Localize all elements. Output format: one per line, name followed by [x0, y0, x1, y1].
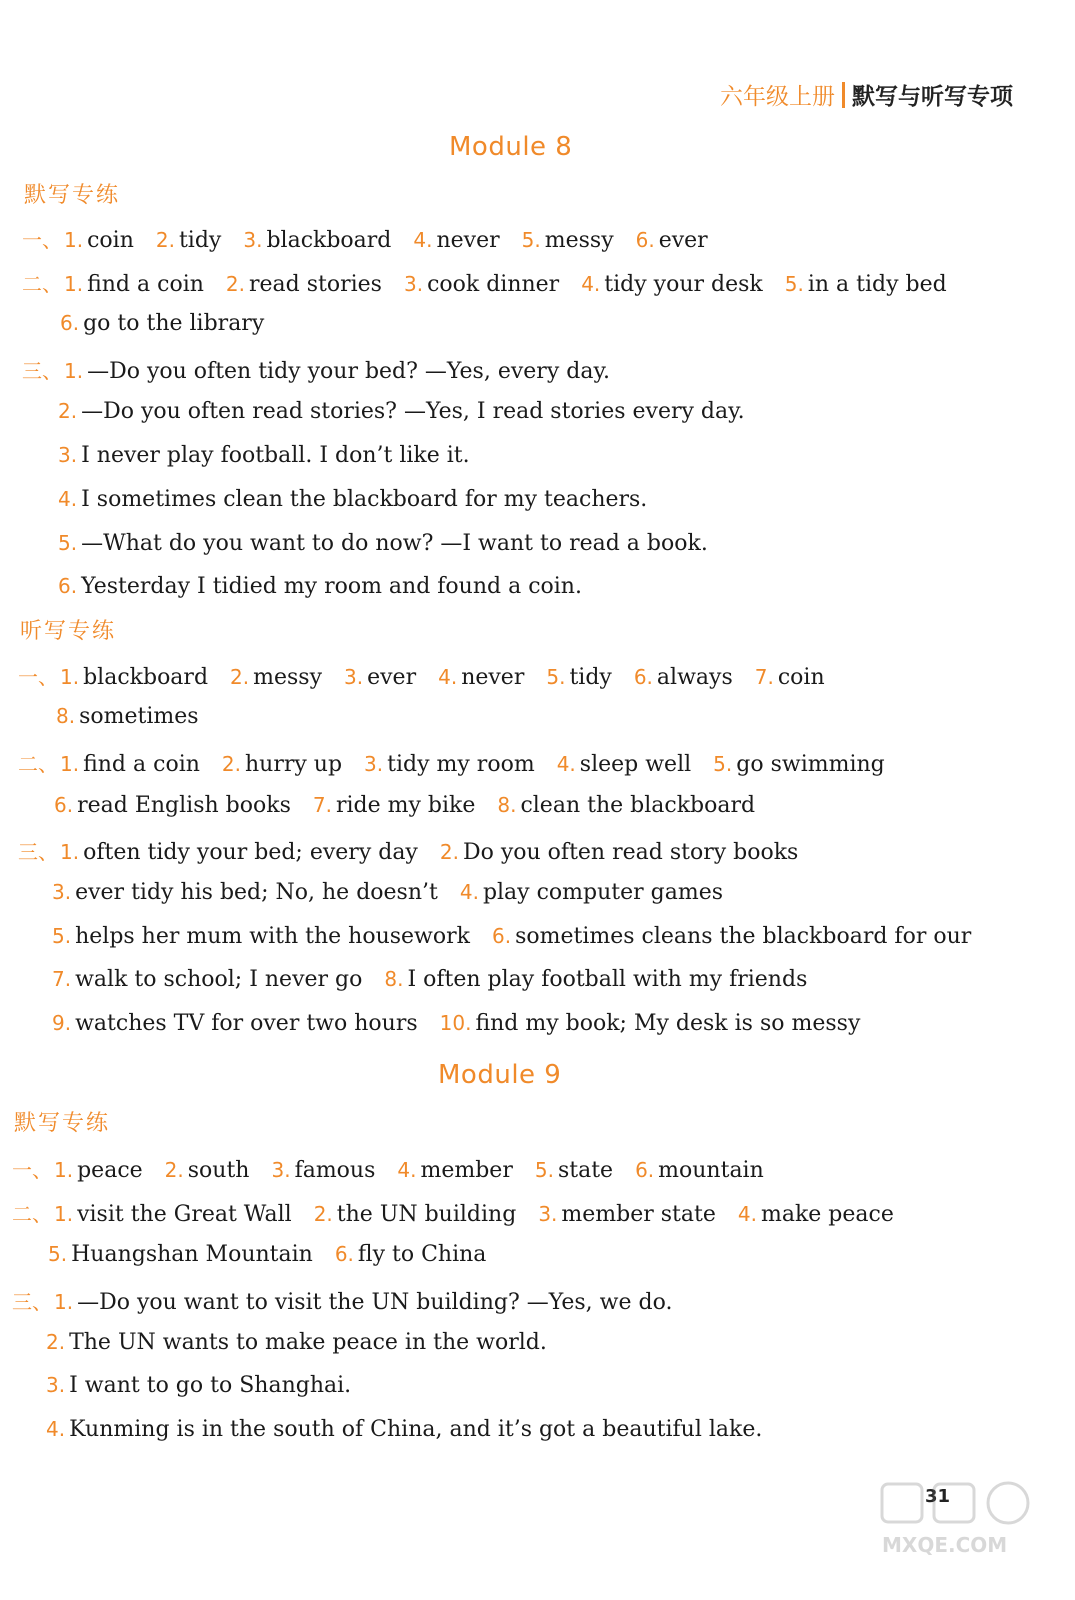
item-number: 4. — [556, 752, 576, 776]
part-label: 一、 — [22, 228, 62, 252]
answer-item: state — [557, 1158, 614, 1183]
m9-d-part2-line1 — [12, 1198, 894, 1227]
answer-item: tidy — [569, 665, 612, 690]
answer-item: Huangshan Mountain — [71, 1242, 313, 1267]
item-number: 6. — [60, 311, 80, 335]
header-topic: 默写与听写专项 — [852, 84, 1013, 110]
answer-sentence: —What do you want to do now? —I want to read a book. — [81, 531, 708, 556]
item-number: 5. — [546, 665, 566, 689]
answer-item: fly to China — [357, 1242, 487, 1267]
part-label: 三、 — [18, 840, 58, 864]
answer-item: visit the Great Wall — [77, 1202, 292, 1227]
answer-item: mountain — [658, 1158, 764, 1183]
answer-sentence: I never play football. I don’t like it. — [81, 443, 470, 468]
m8-l-part1-line1 — [18, 661, 825, 690]
part-label: 一、 — [12, 1158, 52, 1182]
answer-item: peace — [77, 1158, 143, 1183]
item-number: 4. — [58, 487, 78, 511]
answer-sentence: The UN wants to make peace in the world. — [69, 1330, 547, 1355]
item-number: 7. — [52, 967, 72, 991]
answer-item: ride my bike — [335, 793, 476, 818]
answer-sentence: Kunming is in the south of China, and it’s got a beautiful lake. — [69, 1417, 763, 1442]
m9-d-part3-line3 — [46, 1373, 351, 1398]
module-8-title: Module 8 — [449, 132, 573, 162]
m8-l-part2-line2 — [54, 793, 755, 818]
item-number: 3. — [344, 665, 364, 689]
part-label: 二、 — [18, 752, 58, 776]
m9-d-part3-line1 — [12, 1286, 672, 1315]
item-number: 5. — [48, 1242, 68, 1266]
m8-d-part3-line6 — [58, 574, 582, 599]
answer-item: ever — [658, 228, 708, 253]
item-number: 2. — [230, 665, 250, 689]
item-number: 1. — [60, 840, 80, 864]
answer-item: often tidy your bed; every day — [83, 840, 418, 865]
answer-sentence: —Do you often tidy your bed? —Yes, every day. — [87, 359, 610, 384]
m8-d-part2-line2 — [60, 311, 264, 336]
m8-d-part3-line1 — [22, 355, 610, 384]
answer-item: tidy your desk — [604, 272, 763, 297]
part-label: 二、 — [12, 1202, 52, 1226]
item-number: 4. — [581, 272, 601, 296]
item-number: 1. — [54, 1158, 74, 1182]
m8-l-part3-line5 — [52, 1011, 860, 1036]
item-number: 3. — [271, 1158, 291, 1182]
m8-l-part2-line1 — [18, 748, 885, 777]
answer-item: find my book; My desk is so messy — [475, 1011, 861, 1036]
item-number: 4. — [459, 880, 479, 904]
item-number: 2. — [155, 228, 175, 252]
item-number: 6. — [633, 665, 653, 689]
answer-item: I often play football with my friends — [407, 967, 808, 992]
m9-d-part3-line2 — [46, 1330, 547, 1355]
item-number: 3. — [58, 443, 78, 467]
answer-sentence: Yesterday I tidied my room and found a coin. — [81, 574, 582, 599]
answer-item: tidy — [178, 228, 222, 253]
m8-l-part3-line4 — [52, 967, 807, 992]
m8-l-part1-line2 — [56, 704, 199, 729]
item-number: 1. — [54, 1290, 74, 1314]
item-number: 8. — [56, 704, 76, 728]
answer-item: read stories — [249, 272, 382, 297]
item-number: 6. — [58, 574, 78, 598]
m8-d-part3-line2 — [58, 399, 745, 424]
item-number: 2. — [313, 1202, 333, 1226]
part-label: 三、 — [12, 1290, 52, 1314]
answer-item: ever tidy his bed; No, he doesn’t — [75, 880, 438, 905]
answer-item: read English books — [77, 793, 291, 818]
page-header — [720, 78, 1013, 111]
answer-item: make peace — [760, 1202, 894, 1227]
answer-sentence: I want to go to Shanghai. — [69, 1373, 352, 1398]
item-number: 5. — [713, 752, 733, 776]
answer-item: messy — [253, 665, 323, 690]
answer-item: never — [436, 228, 500, 253]
m8-d-part3-line5 — [58, 531, 708, 556]
answer-item: south — [187, 1158, 250, 1183]
answer-item: clean the blackboard — [520, 793, 756, 818]
answer-item: ever — [367, 665, 417, 690]
answer-item: watches TV for over two hours — [75, 1011, 418, 1036]
item-number: 8. — [384, 967, 404, 991]
answer-sentence: I sometimes clean the blackboard for my teachers. — [81, 487, 648, 512]
item-number: 6. — [635, 1158, 655, 1182]
item-number: 5. — [521, 228, 541, 252]
item-number: 2. — [46, 1330, 66, 1354]
item-number: 1. — [54, 1202, 74, 1226]
answer-item: cook dinner — [427, 272, 560, 297]
item-number: 4. — [438, 665, 458, 689]
part-label: 二、 — [22, 272, 62, 296]
m8-l-part3-line2 — [52, 880, 723, 905]
item-number: 1. — [64, 359, 84, 383]
answer-item: the UN building — [336, 1202, 517, 1227]
item-number: 4. — [46, 1417, 66, 1441]
item-number: 3. — [46, 1373, 66, 1397]
answer-item: play computer games — [482, 880, 724, 905]
item-number: 10. — [439, 1011, 472, 1035]
item-number: 9. — [52, 1011, 72, 1035]
item-number: 2. — [164, 1158, 184, 1182]
m9-d-part2-line2 — [48, 1242, 486, 1267]
m8-l-part3-line3 — [52, 924, 971, 949]
item-number: 6. — [491, 924, 512, 948]
answer-item: member state — [561, 1202, 716, 1227]
answer-item: coin — [87, 228, 134, 253]
answer-sentence: —Do you want to visit the UN building? —Yes, we do. — [77, 1290, 673, 1315]
answer-item: sometimes cleans the blackboard for our — [515, 924, 972, 949]
answer-item: blackboard — [83, 665, 209, 690]
answer-item: hurry up — [245, 752, 343, 777]
answer-item: blackboard — [266, 228, 392, 253]
m8-dictation-title: 默写专练 — [24, 183, 121, 208]
item-number: 3. — [403, 272, 424, 296]
item-number: 8. — [497, 793, 517, 817]
item-number: 2. — [58, 399, 78, 423]
item-number: 5. — [784, 272, 804, 296]
answer-item: in a tidy bed — [807, 272, 947, 297]
item-number: 5. — [534, 1158, 554, 1182]
module-9-title: Module 9 — [438, 1060, 562, 1090]
answer-item: coin — [777, 665, 825, 690]
m9-d-part1-line — [12, 1154, 764, 1183]
answer-item: Do you often read story books — [462, 840, 799, 865]
part-label: 一、 — [18, 665, 58, 689]
answer-item: go to the library — [83, 311, 265, 336]
answer-item: walk to school; I never go — [75, 967, 363, 992]
item-number: 4. — [397, 1158, 417, 1182]
item-number: 6. — [54, 793, 74, 817]
part-label: 三、 — [22, 359, 62, 383]
answer-item: find a coin — [83, 752, 200, 777]
watermark-logo-icon — [878, 1478, 1048, 1558]
m9-d-part3-line4 — [46, 1417, 762, 1442]
m8-l-part3-line1 — [18, 836, 798, 865]
page-number: 31 — [925, 1486, 951, 1507]
item-number: 1. — [64, 272, 84, 296]
m8-d-part3-line4 — [58, 487, 647, 512]
item-number: 3. — [538, 1202, 558, 1226]
item-number: 3. — [364, 752, 384, 776]
header-divider — [842, 82, 845, 108]
answer-item: famous — [294, 1158, 376, 1183]
item-number: 1. — [60, 665, 80, 689]
item-number: 2. — [221, 752, 241, 776]
answer-item: never — [461, 665, 525, 690]
item-number: 7. — [312, 793, 332, 817]
svg-text:MXQE.COM: MXQE.COM — [882, 1533, 1008, 1557]
item-number: 5. — [58, 531, 78, 555]
answer-item: helps her mum with the housework — [75, 924, 470, 949]
item-number: 6. — [635, 228, 655, 252]
item-number: 5. — [52, 924, 72, 948]
answer-item: always — [656, 665, 733, 690]
m8-listening-title: 听写专练 — [20, 619, 117, 644]
item-number: 3. — [52, 880, 72, 904]
m8-d-part2-line1 — [22, 268, 947, 297]
m9-dictation-title: 默写专练 — [14, 1111, 111, 1136]
m8-d-part1-line — [22, 224, 708, 253]
item-number: 2. — [439, 840, 459, 864]
answer-item: messy — [544, 228, 614, 253]
item-number: 1. — [60, 752, 80, 776]
item-number: 4. — [737, 1202, 757, 1226]
answer-item: tidy my room — [387, 752, 535, 777]
item-number: 7. — [754, 665, 774, 689]
answer-item: find a coin — [87, 272, 204, 297]
item-number: 3. — [243, 228, 263, 252]
answer-sentence: —Do you often read stories? —Yes, I read stories every day. — [81, 399, 745, 424]
answer-item: sometimes — [79, 704, 199, 729]
answer-item: member — [420, 1158, 513, 1183]
item-number: 2. — [225, 272, 245, 296]
answer-item: go swimming — [736, 752, 885, 777]
item-number: 1. — [64, 228, 84, 252]
item-number: 4. — [413, 228, 433, 252]
item-number: 6. — [334, 1242, 354, 1266]
m8-d-part3-line3 — [58, 443, 470, 468]
header-grade: 六年级上册 — [720, 84, 835, 110]
answer-item: sleep well — [579, 752, 692, 777]
